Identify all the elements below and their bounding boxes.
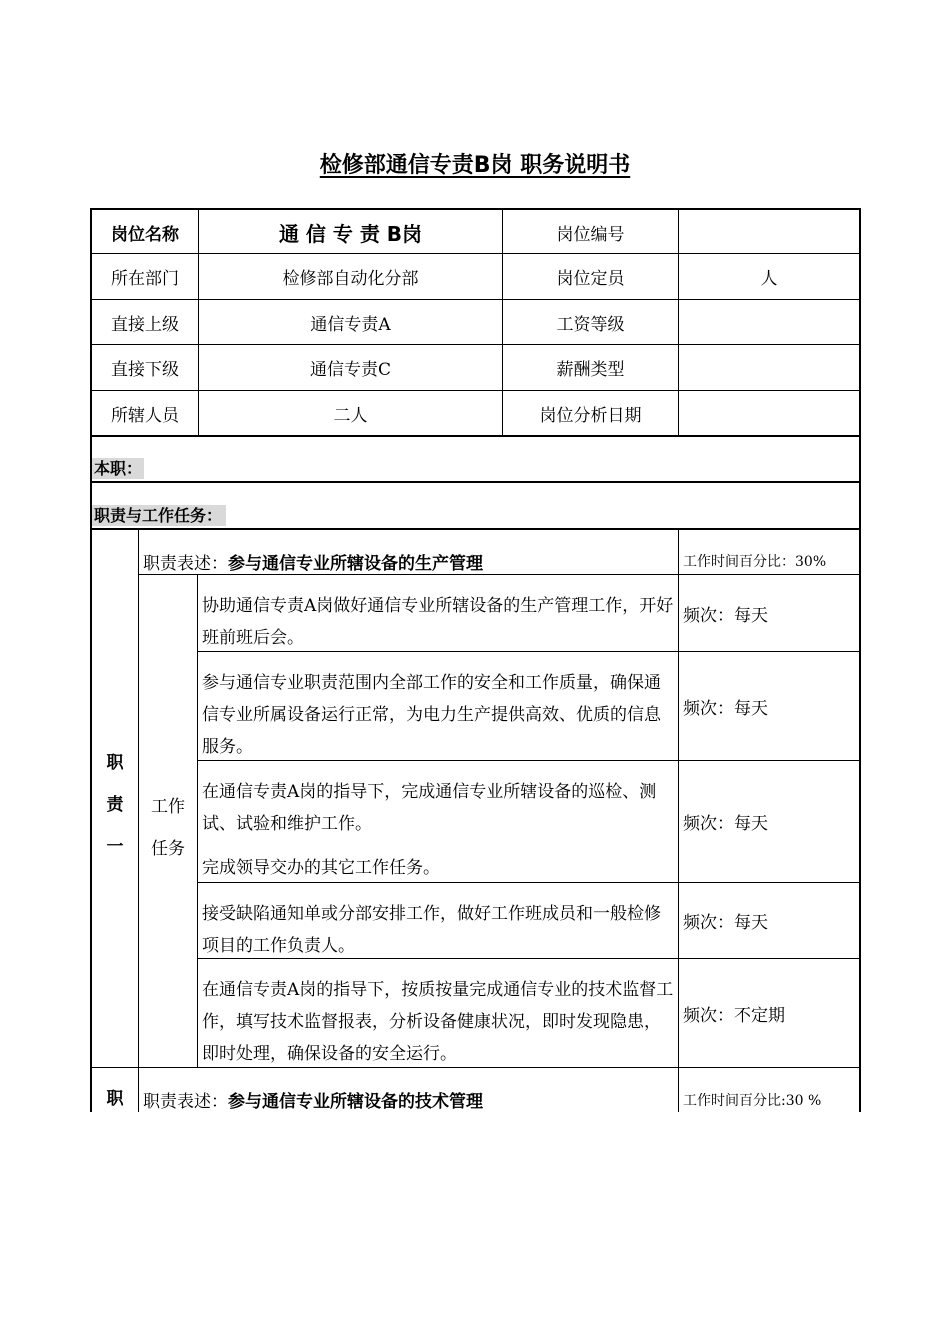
value-staff: 二人 — [333, 405, 368, 426]
task-label: 工作 任务 — [151, 797, 185, 859]
label-pay-type: 薪酬类型 — [556, 360, 625, 380]
task-frequency: 频次：每天 — [683, 605, 768, 626]
label-headcount: 岗位定员 — [556, 269, 625, 289]
label-position-name: 岗位名称 — [111, 224, 179, 245]
duty1-description: 职责表述： 参与通信专业所辖设备的生产管理 — [143, 553, 483, 574]
task-item: 接受缺陷通知单或分部安排工作，做好工作班成员和一般检修项目的工作负责人。 — [202, 904, 661, 956]
task-item-extra: 完成领导交办的其它工作任务。 — [202, 858, 440, 878]
duty2-description: 职责表述： 参与通信专业所辖设备的技术管理 — [143, 1091, 483, 1112]
label-position-code: 岗位编号 — [556, 224, 625, 245]
label-supervisor: 直接上级 — [111, 314, 179, 335]
label-subordinate: 直接下级 — [111, 360, 179, 380]
value-position-name: 通 信 专 责 B岗 — [278, 221, 423, 246]
value-position-code — [679, 210, 859, 254]
duty1-time-percent: 工作时间百分比：30% — [683, 554, 827, 570]
value-supervisor: 通信专责A — [310, 314, 391, 335]
section-duties: 职责与工作任务： — [92, 503, 226, 526]
task-item: 在通信专责A岗的指导下，完成通信专业所辖设备的巡检、测试、试验和维护工作。 — [202, 782, 657, 834]
task-item: 在通信专责A岗的指导下，按质按量完成通信专业的技术监督工作，填写技术监督报表，分析设备健康状况，即时发现隐患，即时处理，确保设备的安全运行。 — [202, 980, 674, 1064]
value-analysis-date — [679, 391, 859, 435]
value-headcount: 人 — [760, 269, 778, 289]
section-benzhi: 本职： — [94, 459, 143, 478]
task-frequency: 频次：不定期 — [683, 1005, 785, 1026]
value-pay-type — [679, 345, 859, 390]
task-frequency: 频次：每天 — [683, 698, 768, 719]
value-subordinate: 通信专责C — [309, 360, 391, 380]
label-analysis-date: 岗位分析日期 — [539, 405, 642, 426]
task-item: 协助通信专责A岗做好通信专业所辖设备的生产管理工作，开好班前班后会。 — [202, 596, 674, 648]
label-department: 所在部门 — [111, 269, 179, 289]
page-title: 检修部通信专责B岗 职务说明书 — [319, 153, 631, 178]
value-department: 检修部自动化分部 — [282, 269, 419, 289]
duty2-time-percent: 工作时间百分比:30 % — [683, 1093, 822, 1109]
task-item: 参与通信专业职责范围内全部工作的安全和工作质量，确保通信专业所属设备运行正常，为电力生产提供高效、优质的信息服务。 — [202, 673, 661, 757]
value-salary-grade — [679, 300, 859, 344]
task-frequency: 频次：每天 — [683, 814, 768, 834]
label-staff: 所辖人员 — [111, 405, 179, 426]
label-salary-grade: 工资等级 — [556, 314, 625, 335]
duty1-side-label: 职 责 一 — [106, 753, 124, 857]
duty2-side-label: 职 — [106, 1089, 124, 1109]
task-frequency: 频次：每天 — [683, 913, 768, 933]
